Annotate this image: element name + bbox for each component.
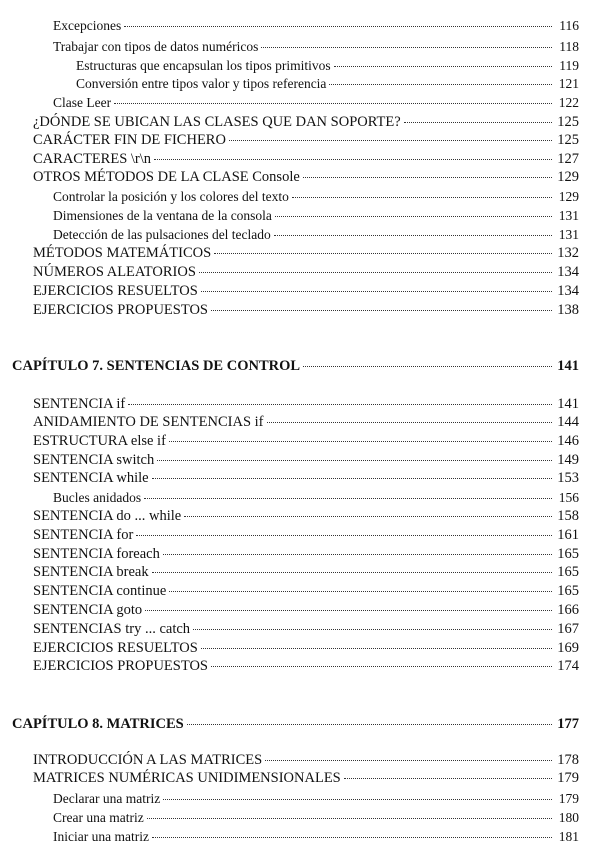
toc-entry [33,470,579,487]
dot-leader [147,818,552,819]
toc-entry-title: ¿DÓNDE SE UBICAN LAS CLASES QUE DAN SOPORTE? [33,114,401,130]
toc-entry-title: Dimensiones de la ventana de la consola [53,208,272,223]
toc-entry-page-number: 153 [557,470,579,486]
toc-entry-title: CAPÍTULO 8. MATRICES [12,716,184,732]
toc-entry [33,602,579,619]
dot-leader [136,535,552,536]
toc-entry-page-number: 122 [558,95,579,110]
toc-entry-page-number: 156 [558,490,579,505]
toc-entry-title: EJERCICIOS PROPUESTOS [33,302,208,318]
toc-entry [33,564,579,581]
toc-entry-page-number: 144 [557,414,579,430]
dot-leader [275,216,552,217]
toc-entry-page-number: 131 [558,227,579,242]
toc-entry-page-number: 166 [557,602,579,618]
toc-entry [33,640,579,657]
dot-leader [267,422,552,423]
toc-entry-page-number: 165 [557,583,579,599]
toc-entry-page-number: 158 [557,508,579,524]
chapter-heading [12,716,579,733]
toc-entry-page-number: 138 [557,302,579,318]
toc-entry-page-number: 127 [557,151,579,167]
toc-entry-title: Crear una matriz [53,810,144,825]
dot-leader [157,460,552,461]
toc-entry-page-number: 141 [557,396,579,412]
toc-entry-title: SENTENCIA break [33,564,149,580]
toc-entry-title: Controlar la posición y los colores del texto [53,189,289,204]
dot-leader [201,648,552,649]
toc-entry-title: ESTRUCTURA else if [33,433,166,449]
toc-entry [33,583,579,600]
toc-entry [53,38,579,55]
toc-entry-page-number: 129 [557,169,579,185]
toc-entry-title: Detección de las pulsaciones del teclado [53,227,271,242]
toc-entry-page-number: 119 [559,58,579,73]
dot-leader [145,610,552,611]
toc-entry [33,396,579,413]
toc-entry-page-number: 165 [557,546,579,562]
toc-entry-title: SENTENCIA do ... while [33,508,182,524]
toc-entry-page-number: 125 [557,132,579,148]
toc-entry-title: MÉTODOS MATEMÁTICOS [33,245,212,261]
toc-entry [53,207,579,224]
toc-entry-title: SENTENCIA goto [33,602,143,618]
toc-entry [33,752,579,769]
dot-leader [152,837,552,838]
toc-entry-title: NÚMEROS ALEATORIOS [33,264,196,280]
toc-entry [33,508,579,525]
toc-entry [53,226,579,243]
dot-leader [404,122,552,123]
dot-leader [114,103,552,104]
toc-entry [33,132,579,149]
toc-entry [33,283,579,300]
dot-leader [128,404,552,405]
dot-leader [265,760,552,761]
toc-entry-title: SENTENCIAS try ... catch [33,621,191,637]
toc-entry [53,17,579,34]
dot-leader [187,724,552,725]
toc-entry-title: SENTENCIA if [33,396,126,412]
toc-entry-page-number: 125 [557,114,579,130]
dot-leader [163,554,552,555]
toc-entry-title: Iniciar una matriz [53,829,149,844]
toc-entry-title: EJERCICIOS RESUELTOS [33,640,198,656]
toc-entry-title: Trabajar con tipos de datos numéricos [53,39,259,54]
dot-leader [152,478,552,479]
toc-entry-page-number: 181 [558,829,579,844]
dot-leader [154,159,552,160]
toc-entry-title: CAPÍTULO 7. SENTENCIAS DE CONTROL [12,358,301,374]
dot-leader [144,498,552,499]
toc-entry [33,264,579,281]
toc-entry [76,75,579,92]
toc-entry [33,245,579,262]
toc-entry [33,114,579,131]
toc-entry [53,828,579,845]
toc-entry-title: SENTENCIA switch [33,452,155,468]
dot-leader [303,177,552,178]
dot-leader [292,197,552,198]
toc-entry [33,527,579,544]
toc-entry [33,546,579,563]
toc-entry [33,169,579,186]
toc-entry [33,770,579,787]
dot-leader [184,516,552,517]
toc-entry-title: Declarar una matriz [53,791,161,806]
toc-entry [53,489,579,506]
toc-entry [33,621,579,638]
toc-entry-page-number: 179 [558,791,579,806]
dot-leader [169,441,552,442]
toc-entry [33,433,579,450]
dot-leader [303,366,552,367]
toc-entry-page-number: 116 [559,18,579,33]
dot-leader [334,66,552,67]
toc-entry-page-number: 141 [557,358,579,374]
toc-entry-title: EJERCICIOS PROPUESTOS [33,658,208,674]
dot-leader [152,572,552,573]
dot-leader [329,84,552,85]
dot-leader [124,26,552,27]
toc-entry-page-number: 180 [558,810,579,825]
toc-entry-page-number: 177 [557,716,579,732]
toc-entry-page-number: 121 [558,76,579,91]
toc-entry-title: Bucles anidados [53,490,142,505]
dot-leader [229,140,552,141]
toc-entry-page-number: 161 [557,527,579,543]
toc-entry [53,188,579,205]
toc-entry [53,790,579,807]
toc-entry [76,57,579,74]
toc-entry-page-number: 174 [557,658,579,674]
dot-leader [211,310,552,311]
toc-entry-title: INTRODUCCIÓN A LAS MATRICES [33,752,263,768]
toc-entry-page-number: 134 [557,283,579,299]
toc-entry-title: SENTENCIA foreach [33,546,160,562]
dot-leader [169,591,552,592]
toc-entry [33,414,579,431]
toc-entry-title: OTROS MÉTODOS DE LA CLASE Console [33,169,300,185]
dot-leader [214,253,552,254]
toc-entry-title: CARACTERES \r\n [33,151,152,167]
toc-entry-page-number: 118 [559,39,579,54]
toc-entry-page-number: 178 [557,752,579,768]
dot-leader [201,291,552,292]
toc-entry-title: Clase Leer [53,95,112,110]
toc-entry [53,94,579,111]
toc-entry-title: SENTENCIA for [33,527,134,543]
toc-entry-title: SENTENCIA continue [33,583,167,599]
toc-entry [33,151,579,168]
dot-leader [261,47,552,48]
toc-entry-page-number: 146 [557,433,579,449]
toc-entry-page-number: 179 [557,770,579,786]
toc-entry-title: ANIDAMIENTO DE SENTENCIAS if [33,414,264,430]
toc-entry [33,658,579,675]
toc-entry-page-number: 132 [557,245,579,261]
toc-entry [33,452,579,469]
toc-entry-page-number: 149 [557,452,579,468]
toc-entry-title: Estructuras que encapsulan los tipos primitivos [76,58,331,73]
chapter-heading [12,358,579,375]
toc-entry-title: EJERCICIOS RESUELTOS [33,283,198,299]
dot-leader [193,629,552,630]
toc-entry-page-number: 131 [558,208,579,223]
toc-entry-title: Conversión entre tipos valor y tipos referencia [76,76,327,91]
dot-leader [163,799,552,800]
toc-entry-page-number: 129 [558,189,579,204]
toc-entry-title: CARÁCTER FIN DE FICHERO [33,132,226,148]
toc-entry-page-number: 165 [557,564,579,580]
toc-entry-page-number: 169 [557,640,579,656]
toc-entry-title: Excepciones [53,18,122,33]
dot-leader [211,666,552,667]
dot-leader [274,235,552,236]
toc-entry [53,809,579,826]
toc-entry [33,302,579,319]
toc-entry-page-number: 167 [557,621,579,637]
toc-entry-title: MATRICES NUMÉRICAS UNIDIMENSIONALES [33,770,341,786]
toc-entry-title: SENTENCIA while [33,470,149,486]
toc-entry-page-number: 134 [557,264,579,280]
dot-leader [199,272,552,273]
dot-leader [344,778,552,779]
